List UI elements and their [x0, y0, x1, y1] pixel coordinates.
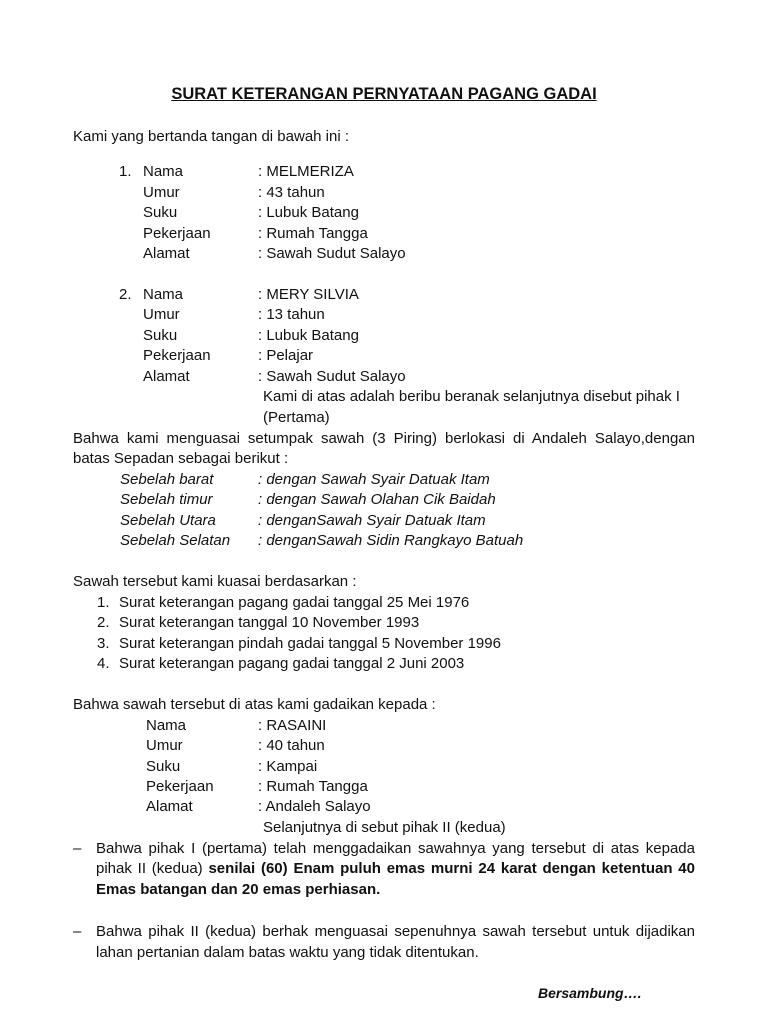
- clause-1-line-1: Bahwa pihak I (pertama) telah menggadaikan sawahnya yang tersebut di atas kepada: [96, 840, 695, 857]
- intro-text: Kami yang bertanda tangan di bawah ini :: [73, 128, 350, 145]
- basis-item: Surat keterangan tanggal 10 November 1993: [119, 614, 420, 631]
- basis-number: 2.: [97, 614, 110, 631]
- border-label-barat: Sebelah barat: [120, 471, 214, 488]
- person-1-label-umur: Umur: [143, 184, 180, 201]
- clause-2-line-2: lahan pertanian dalam batas waktu yang tidak ditentukan.: [96, 944, 479, 961]
- recipient-label-alamat: Alamat: [146, 798, 193, 815]
- document-title: SURAT KETERANGAN PERNYATAAN PAGANG GADAI: [171, 85, 597, 103]
- basis-number: 3.: [97, 635, 110, 652]
- basis-number: 4.: [97, 655, 110, 672]
- person-2-label-umur: Umur: [143, 306, 180, 323]
- border-value-selatan: : denganSawah Sidin Rangkayo Batuah: [258, 532, 524, 549]
- clause-2-line-1: Bahwa pihak II (kedua) berhak menguasai sepenuhnya sawah tersebut untuk dijadikan: [96, 923, 695, 940]
- person-1-label-suku: Suku: [143, 204, 178, 221]
- border-value-utara: : denganSawah Syair Datuak Itam: [258, 512, 486, 529]
- basis-intro: Sawah tersebut kami kuasai berdasarkan :: [73, 573, 357, 590]
- person-1-value-pekerjaan: : Rumah Tangga: [258, 225, 368, 242]
- border-label-selatan: Sebelah Selatan: [120, 532, 231, 549]
- pihak-1-note-line-2: (Pertama): [263, 409, 330, 426]
- person-1-number: 1.: [119, 163, 132, 180]
- recipient-label-suku: Suku: [146, 758, 181, 775]
- pihak-2-note: Selanjutnya di sebut pihak II (kedua): [263, 819, 506, 836]
- person-2-value-pekerjaan: : Pelajar: [258, 347, 314, 364]
- clause-1-line-3-bold: Emas batangan dan 20 emas perhiasan.: [96, 881, 381, 898]
- basis-number: 1.: [97, 594, 110, 611]
- land-paragraph-line-2: batas Sepadan sebagai berikut :: [73, 450, 289, 467]
- recipient-label-pekerjaan: Pekerjaan: [146, 778, 214, 795]
- clause-dash: –: [73, 840, 82, 857]
- person-2-value-suku: : Lubuk Batang: [258, 327, 359, 344]
- clause-dash: –: [73, 923, 82, 940]
- clause-1-line-2-normal: pihak II (kedua): [96, 860, 209, 877]
- person-1-value-nama: : MELMERIZA: [258, 163, 354, 180]
- person-1-value-umur: : 43 tahun: [258, 184, 325, 201]
- person-2-label-alamat: Alamat: [143, 368, 190, 385]
- person-1-label-nama: Nama: [143, 163, 184, 180]
- person-2-number: 2.: [119, 286, 132, 303]
- person-1-label-alamat: Alamat: [143, 245, 190, 262]
- basis-item: Surat keterangan pagang gadai tanggal 25 Mei 1976: [119, 594, 470, 611]
- recipient-label-nama: Nama: [146, 717, 187, 734]
- border-value-timur: : dengan Sawah Olahan Cik Baidah: [258, 491, 496, 508]
- pihak-1-note-line-1: Kami di atas adalah beribu beranak selanjutnya disebut pihak I: [263, 388, 680, 405]
- border-value-barat: : dengan Sawah Syair Datuak Itam: [258, 471, 490, 488]
- pledge-intro: Bahwa sawah tersebut di atas kami gadaikan kepada :: [73, 696, 436, 713]
- person-2-value-nama: : MERY SILVIA: [258, 286, 359, 303]
- recipient-value-suku: : Kampai: [258, 758, 318, 775]
- recipient-label-umur: Umur: [146, 737, 183, 754]
- person-2-value-alamat: : Sawah Sudut Salayo: [258, 368, 406, 385]
- border-label-timur: Sebelah timur: [120, 491, 213, 508]
- recipient-value-nama: : RASAINI: [258, 717, 327, 734]
- person-2-label-nama: Nama: [143, 286, 184, 303]
- basis-item: Surat keterangan pagang gadai tanggal 2 Juni 2003: [119, 655, 465, 672]
- person-2-value-umur: : 13 tahun: [258, 306, 325, 323]
- recipient-value-alamat: : Andaleh Salayo: [258, 798, 371, 815]
- person-1-label-pekerjaan: Pekerjaan: [143, 225, 211, 242]
- person-2-label-suku: Suku: [143, 327, 178, 344]
- recipient-value-pekerjaan: : Rumah Tangga: [258, 778, 368, 795]
- border-label-utara: Sebelah Utara: [120, 512, 216, 529]
- recipient-value-umur: : 40 tahun: [258, 737, 325, 754]
- clause-1-line-2: [96, 859, 695, 879]
- person-2-label-pekerjaan: Pekerjaan: [143, 347, 211, 364]
- continued-note: Bersambung….: [538, 985, 642, 1001]
- land-paragraph-line-1: Bahwa kami menguasai setumpak sawah (3 Piring) berlokasi di Andaleh Salayo,dengan: [73, 430, 695, 447]
- person-1-value-suku: : Lubuk Batang: [258, 204, 359, 221]
- person-1-value-alamat: : Sawah Sudut Salayo: [258, 245, 406, 262]
- clause-1-line-2-bold: senilai (60) Enam puluh emas murni 24 karat dengan ketentuan 40: [208, 860, 695, 877]
- basis-item: Surat keterangan pindah gadai tanggal 5 November 1996: [119, 635, 501, 652]
